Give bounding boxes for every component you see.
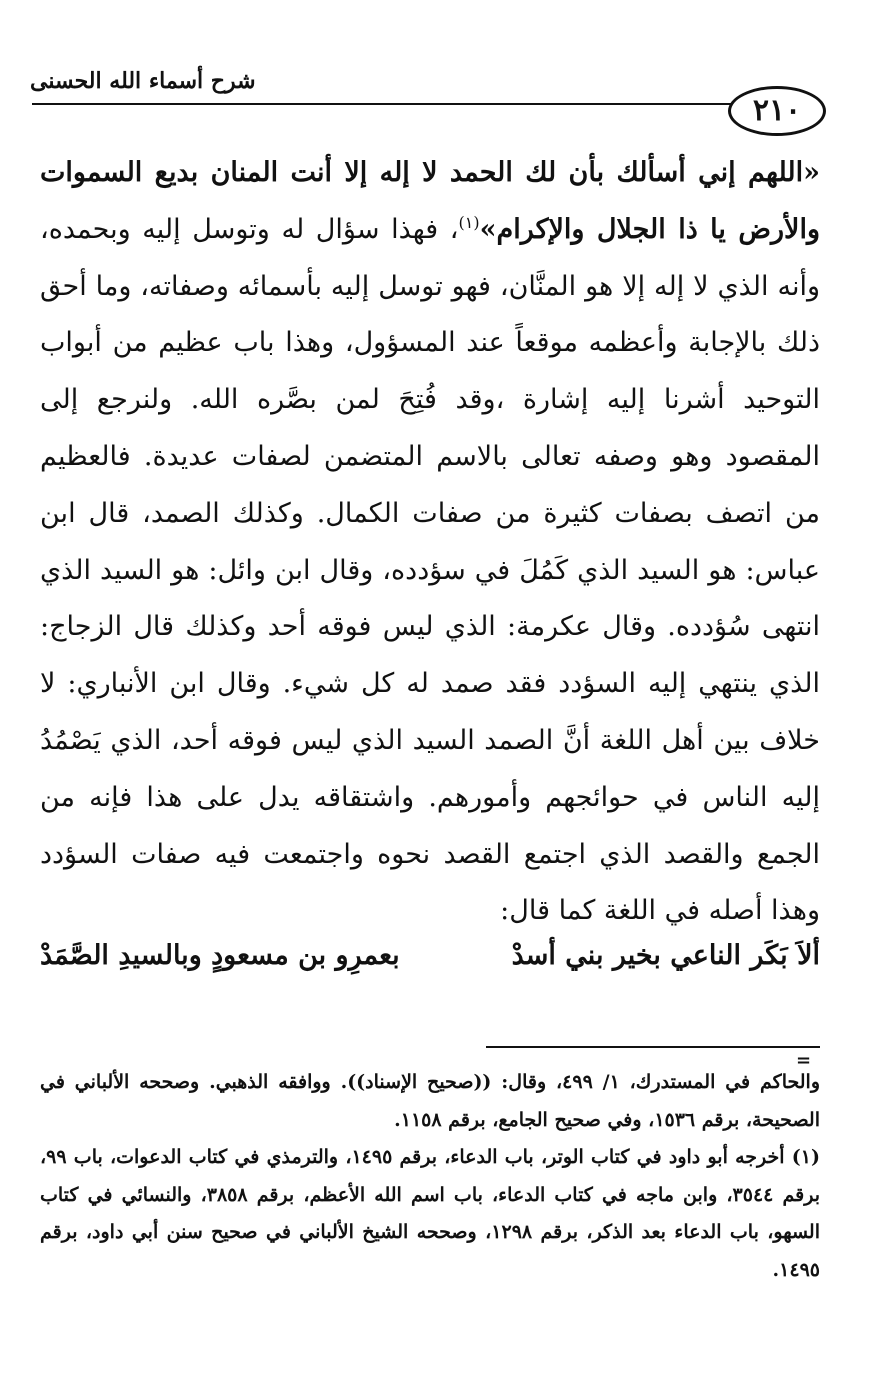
main-paragraph <box>40 145 820 940</box>
prophetic-quote: «اللهم إني أسألك بأن لك الحمد لا إله إلا أنت المنان بديع السموات والأرض يا ذا الجلال والإكرام» <box>40 157 820 245</box>
footnote-continued: والحاكم في المستدرك، ١/ ٤٩٩، وقال: ((صحيح الإسناد)). ووافقه الذهبي. وصححه الألباني في الصحيحة، برقم ١٥٣٦، وفي صحيح الجامع، برقم ١١٥٨. <box>40 1071 820 1131</box>
paragraph-text: ، فهذا سؤال له وتوسل إليه وبحمده، وأنه الذي لا إله إلا هو المنَّان، فهو توسل إليه بأسمائه وصفاته، وما أحق ذلك بالإجابة وأعظمه موقعاً عند المسؤول، وهذا باب عظيم من أبواب التوحيد أشرنا إليه إشارة ،وقد فُتِحَ لمن بصَّره الله. ولنرجع إلى المقصود وهو وصفه تعالى بالاسم المتضمن لصفات عديدة. فالعظيم من اتصف بصفات كثيرة من صفات الكمال. وكذلك الصمد، قال ابن عباس: هو السيد الذي كَمُلَ في سؤدده، وقال ابن وائل: هو السيد الذي انتهى سُؤدده. وقال عكرمة: الذي ليس فوقه أحد وكذلك قال الزجاج: الذي ينتهي إليه السؤدد فقد صمد له كل شيء. وقال ابن الأنباري: لا خلاف بين أهل اللغة أنَّ الصمد السيد الذي ليس فوقه أحد، الذي يَصْمُدُ إليه الناس في حوائجهم وأمورهم. واشتقاقه يدل على هذا فإنه من الجمع والقصد الذي اجتمع القصد نحوه واجتمعت فيه صفات السؤدد وهذا أصله في اللغة كما قال: <box>40 213 820 927</box>
poetry-verse <box>40 940 820 990</box>
verse-first-hemistich: ألاَ بَكَر الناعي بخير بني أسدْ <box>511 940 820 971</box>
main-text <box>40 145 820 940</box>
verse-second-hemistich: بعمرِو بن مسعودٍ وبالسيدِ الصَّمَدْ <box>40 940 400 971</box>
footnote-1: (١) أخرجه أبو داود في كتاب الوتر، باب الدعاء، برقم ١٤٩٥، والترمذي في كتاب الدعوات، باب ٩٩، برقم ٣٥٤٤، وابن ماجه في كتاب الدعاء، باب اسم الله الأعظم، برقم ٣٨٥٨، والنسائي في كتاب السهو، باب الدعاء بعد الذكر، برقم ١٢٩٨، وصححه الشيخ الألباني في صحيح سنن أبي داود، برقم ١٤٩٥. <box>40 1146 820 1281</box>
footnote-reference: (١) <box>458 212 480 232</box>
footnote-separator <box>486 1046 820 1048</box>
running-header-title: شرح أسماء الله الحسنى <box>30 68 256 94</box>
footnote-continuation-marker: = <box>796 1050 812 1071</box>
page-number: ٢١٠ <box>728 86 826 136</box>
header-rule <box>32 103 757 105</box>
footnotes <box>40 1064 820 1289</box>
